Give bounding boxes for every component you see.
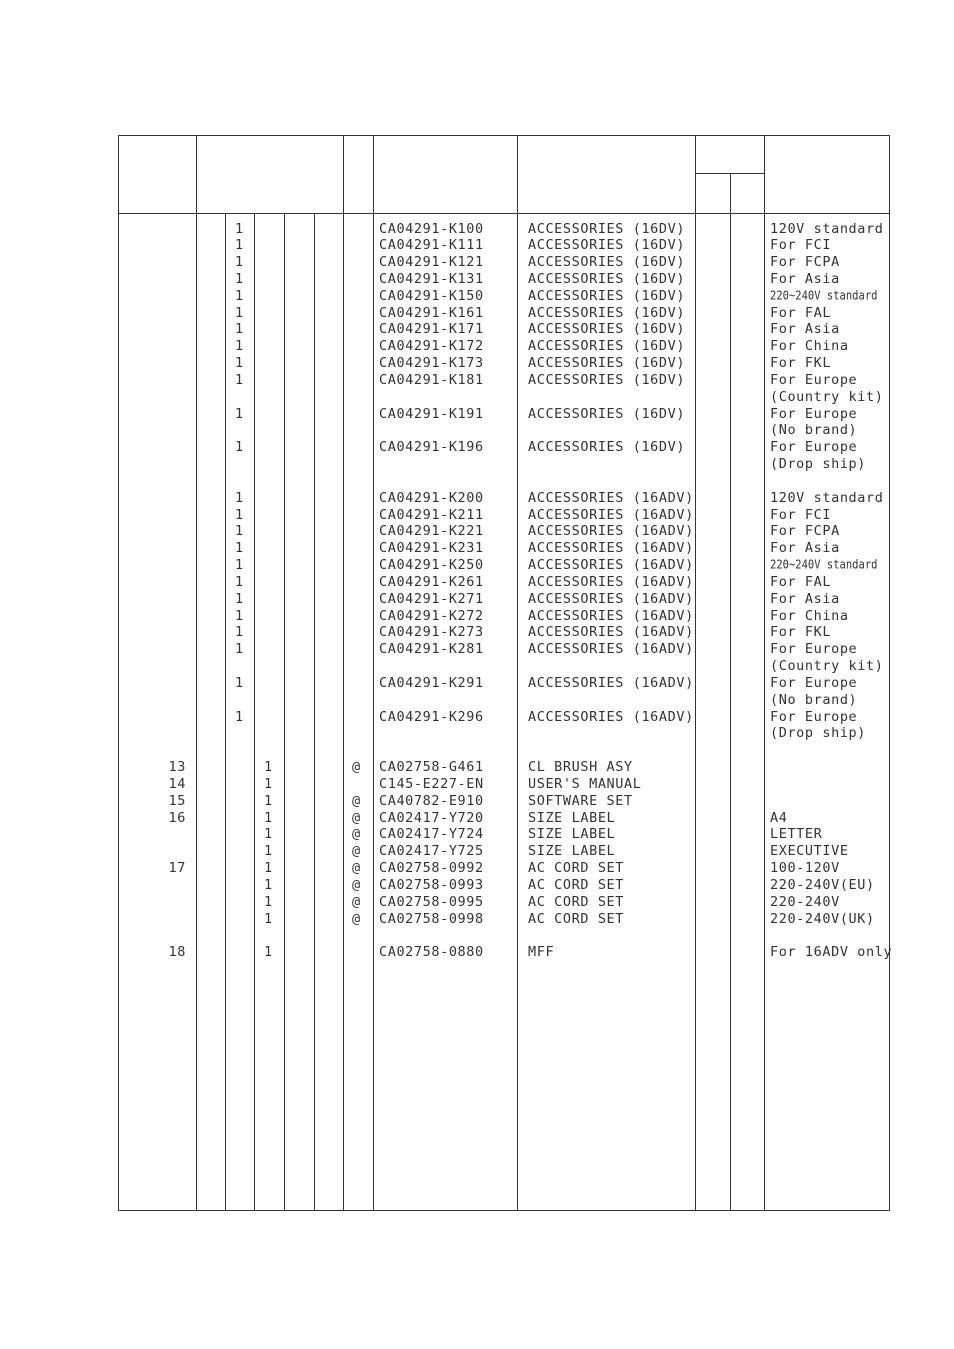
remarks: For Europe <box>770 405 858 422</box>
table-row <box>119 523 889 540</box>
ref-no: 16 <box>168 809 186 826</box>
part-number: CA04291-K271 <box>379 590 484 607</box>
ref-no: 15 <box>168 792 186 809</box>
qty-level-2: 1 <box>264 826 273 843</box>
part-number: C145-E227-EN <box>379 775 484 792</box>
remarks: For China <box>770 338 849 355</box>
part-number: CA04291-K111 <box>379 237 484 254</box>
qty-level-2: 1 <box>264 775 273 792</box>
qty-level-1: 1 <box>235 708 244 725</box>
table-row <box>119 911 889 928</box>
part-number: CA04291-K221 <box>379 523 484 540</box>
part-number: CA02758-0992 <box>379 860 484 877</box>
part-number: CA02758-0998 <box>379 910 484 927</box>
description: SIZE LABEL <box>528 843 616 860</box>
description: ACCESSORIES (16DV) <box>528 439 686 456</box>
description: ACCESSORIES (16DV) <box>528 237 686 254</box>
qty-level-1: 1 <box>235 540 244 557</box>
qty-level-1: 1 <box>235 624 244 641</box>
qty-level-1: 1 <box>235 355 244 372</box>
remarks: For China <box>770 607 849 624</box>
table-row <box>119 860 889 877</box>
table-row <box>119 826 889 843</box>
description: ACCESSORIES (16ADV) <box>528 674 694 691</box>
part-number: CA04291-K100 <box>379 220 484 237</box>
table-row <box>119 557 889 574</box>
table-row <box>119 406 889 423</box>
remarks: For FAL <box>770 304 832 321</box>
qty-level-1: 1 <box>235 523 244 540</box>
part-number: CA02758-0995 <box>379 893 484 910</box>
mark: @ <box>352 826 361 843</box>
remarks: For Europe <box>770 641 858 658</box>
remarks: (No brand) <box>770 691 858 708</box>
table-row <box>119 355 889 372</box>
description: ACCESSORIES (16DV) <box>528 270 686 287</box>
remarks: 220~240V standard <box>770 288 878 303</box>
remarks: (Country kit) <box>770 388 884 405</box>
remarks: For FCI <box>770 237 832 254</box>
qty-level-1: 1 <box>235 557 244 574</box>
table-row <box>119 254 889 271</box>
description: ACCESSORIES (16ADV) <box>528 624 694 641</box>
table-row <box>119 490 889 507</box>
description: ACCESSORIES (16DV) <box>528 338 686 355</box>
description: AC CORD SET <box>528 893 625 910</box>
qty-level-1: 1 <box>235 371 244 388</box>
qty-level-2: 1 <box>264 876 273 893</box>
qty-level-2: 1 <box>264 809 273 826</box>
table-row <box>119 439 889 456</box>
remarks: For Asia <box>770 540 840 557</box>
ref-no: 13 <box>168 759 186 776</box>
table-row <box>119 507 889 524</box>
qty-level-1: 1 <box>235 270 244 287</box>
remarks: 220~240V standard <box>770 558 878 572</box>
ref-no: 14 <box>168 775 186 792</box>
part-number: CA04291-K191 <box>379 405 484 422</box>
table-row <box>119 675 889 692</box>
header-divider <box>119 213 889 214</box>
description: ACCESSORIES (16ADV) <box>528 523 694 540</box>
description: ACCESSORIES (16ADV) <box>528 641 694 658</box>
description: ACCESSORIES (16ADV) <box>528 540 694 557</box>
mark: @ <box>352 792 361 809</box>
description: ACCESSORIES (16ADV) <box>528 573 694 590</box>
part-number: CA04291-K296 <box>379 708 484 725</box>
qty-level-1: 1 <box>235 338 244 355</box>
part-number: CA02758-0993 <box>379 876 484 893</box>
qty-level-1: 1 <box>235 304 244 321</box>
remarks: For Europe <box>770 371 858 388</box>
description: USER'S MANUAL <box>528 775 642 792</box>
qty-level-1: 1 <box>235 641 244 658</box>
remarks: For Europe <box>770 674 858 691</box>
mark: @ <box>352 876 361 893</box>
table-row <box>119 894 889 911</box>
remarks: 120V standard <box>770 220 884 237</box>
part-number: CA04291-K291 <box>379 674 484 691</box>
description: ACCESSORIES (16ADV) <box>528 607 694 624</box>
remarks: For Asia <box>770 270 840 287</box>
remarks: (Drop ship) <box>770 456 867 473</box>
table-row <box>119 271 889 288</box>
part-number: CA04291-K196 <box>379 439 484 456</box>
part-number: CA04291-K121 <box>379 254 484 271</box>
qty-level-1: 1 <box>235 237 244 254</box>
remarks: A4 <box>770 809 788 826</box>
qty-level-1: 1 <box>235 439 244 456</box>
qty-level-1: 1 <box>235 573 244 590</box>
table-row <box>119 776 889 793</box>
table-row <box>119 422 889 439</box>
remarks: For 16ADV only <box>770 944 893 961</box>
table-row <box>119 759 889 776</box>
table-row <box>119 389 889 406</box>
remarks: (No brand) <box>770 422 858 439</box>
remarks: For FCI <box>770 506 832 523</box>
table-row <box>119 624 889 641</box>
description: ACCESSORIES (16DV) <box>528 287 686 304</box>
table-row <box>119 709 889 726</box>
description: AC CORD SET <box>528 910 625 927</box>
description: ACCESSORIES (16ADV) <box>528 557 694 574</box>
qty-level-2: 1 <box>264 860 273 877</box>
description: ACCESSORIES (16DV) <box>528 321 686 338</box>
table-row <box>119 305 889 322</box>
remarks: 100-120V <box>770 860 840 877</box>
part-number: CA04291-K181 <box>379 371 484 388</box>
qty-level-1: 1 <box>235 287 244 304</box>
part-number: CA04291-K211 <box>379 506 484 523</box>
remarks: For FCPA <box>770 523 840 540</box>
mark: @ <box>352 860 361 877</box>
description: CL BRUSH ASY <box>528 759 633 776</box>
remarks: For FCPA <box>770 254 840 271</box>
table-row <box>119 456 889 473</box>
remarks: (Drop ship) <box>770 725 867 742</box>
description: AC CORD SET <box>528 876 625 893</box>
description: ACCESSORIES (16DV) <box>528 355 686 372</box>
description: AC CORD SET <box>528 860 625 877</box>
qty-level-2: 1 <box>264 759 273 776</box>
description: ACCESSORIES (16ADV) <box>528 506 694 523</box>
part-number: CA02758-G461 <box>379 759 484 776</box>
qty-level-1: 1 <box>235 321 244 338</box>
remarks: (Country kit) <box>770 658 884 675</box>
table-row <box>119 877 889 894</box>
part-number: CA04291-K281 <box>379 641 484 658</box>
description: ACCESSORIES (16ADV) <box>528 590 694 607</box>
remarks: EXECUTIVE <box>770 843 849 860</box>
description: SOFTWARE SET <box>528 792 633 809</box>
description: ACCESSORIES (16DV) <box>528 304 686 321</box>
qty-level-1: 1 <box>235 590 244 607</box>
table-row <box>119 237 889 254</box>
part-number: CA04291-K231 <box>379 540 484 557</box>
remarks: 120V standard <box>770 489 884 506</box>
table-row <box>119 321 889 338</box>
description: ACCESSORIES (16ADV) <box>528 708 694 725</box>
table-row <box>119 810 889 827</box>
remarks: LETTER <box>770 826 823 843</box>
ref-no: 17 <box>168 860 186 877</box>
part-number: CA02417-Y724 <box>379 826 484 843</box>
part-number: CA04291-K250 <box>379 557 484 574</box>
description: MFF <box>528 944 555 961</box>
part-number: CA04291-K200 <box>379 489 484 506</box>
part-number: CA04291-K272 <box>379 607 484 624</box>
table-row <box>119 591 889 608</box>
part-number: CA04291-K261 <box>379 573 484 590</box>
table-row <box>119 944 893 961</box>
qty-level-1: 1 <box>235 405 244 422</box>
part-number: CA02417-Y720 <box>379 809 484 826</box>
table-row <box>119 338 889 355</box>
table-row <box>119 288 889 305</box>
description: ACCESSORIES (16DV) <box>528 371 686 388</box>
table-row <box>119 843 889 860</box>
remarks: For FKL <box>770 355 832 372</box>
description: ACCESSORIES (16DV) <box>528 405 686 422</box>
qty-level-1: 1 <box>235 674 244 691</box>
table-row <box>119 574 889 591</box>
part-number: CA40782-E910 <box>379 792 484 809</box>
qty-level-1: 1 <box>235 506 244 523</box>
remarks: For Asia <box>770 321 840 338</box>
description: ACCESSORIES (16DV) <box>528 220 686 237</box>
table-row <box>119 608 889 625</box>
description: SIZE LABEL <box>528 809 616 826</box>
mark: @ <box>352 893 361 910</box>
remarks: 220-240V(UK) <box>770 910 875 927</box>
qty-level-1: 1 <box>235 254 244 271</box>
table-row <box>119 540 889 557</box>
qty-level-2: 1 <box>264 843 273 860</box>
part-number: CA04291-K273 <box>379 624 484 641</box>
part-number: CA04291-K171 <box>379 321 484 338</box>
description: SIZE LABEL <box>528 826 616 843</box>
mark: @ <box>352 910 361 927</box>
description: ACCESSORIES (16ADV) <box>528 489 694 506</box>
ref-no: 18 <box>168 944 186 961</box>
remarks: For FKL <box>770 624 832 641</box>
part-number: CA02417-Y725 <box>379 843 484 860</box>
mark: @ <box>352 759 361 776</box>
table-row <box>119 725 889 742</box>
mark: @ <box>352 843 361 860</box>
table-row <box>119 692 889 709</box>
remarks: 220-240V(EU) <box>770 876 875 893</box>
table-row <box>119 221 889 238</box>
parts-list-table <box>118 135 893 1211</box>
part-number: CA04291-K173 <box>379 355 484 372</box>
qty-level-2: 1 <box>264 910 273 927</box>
remarks: For Europe <box>770 439 858 456</box>
remarks: 220-240V <box>770 893 840 910</box>
qty-level-2: 1 <box>264 944 273 961</box>
part-number: CA02758-0880 <box>379 944 484 961</box>
qty-level-2: 1 <box>264 792 273 809</box>
part-number: CA04291-K150 <box>379 287 484 304</box>
table-row <box>119 793 889 810</box>
part-number: CA04291-K172 <box>379 338 484 355</box>
remarks: For Asia <box>770 590 840 607</box>
description: ACCESSORIES (16DV) <box>528 254 686 271</box>
table-row <box>119 372 889 389</box>
qty-level-1: 1 <box>235 489 244 506</box>
mark: @ <box>352 809 361 826</box>
part-number: CA04291-K131 <box>379 270 484 287</box>
table-row <box>119 658 889 675</box>
qty-level-1: 1 <box>235 220 244 237</box>
qty-level-1: 1 <box>235 607 244 624</box>
remarks: For FAL <box>770 573 832 590</box>
table-row <box>119 641 889 658</box>
remarks: For Europe <box>770 708 858 725</box>
part-number: CA04291-K161 <box>379 304 484 321</box>
qty-level-2: 1 <box>264 893 273 910</box>
